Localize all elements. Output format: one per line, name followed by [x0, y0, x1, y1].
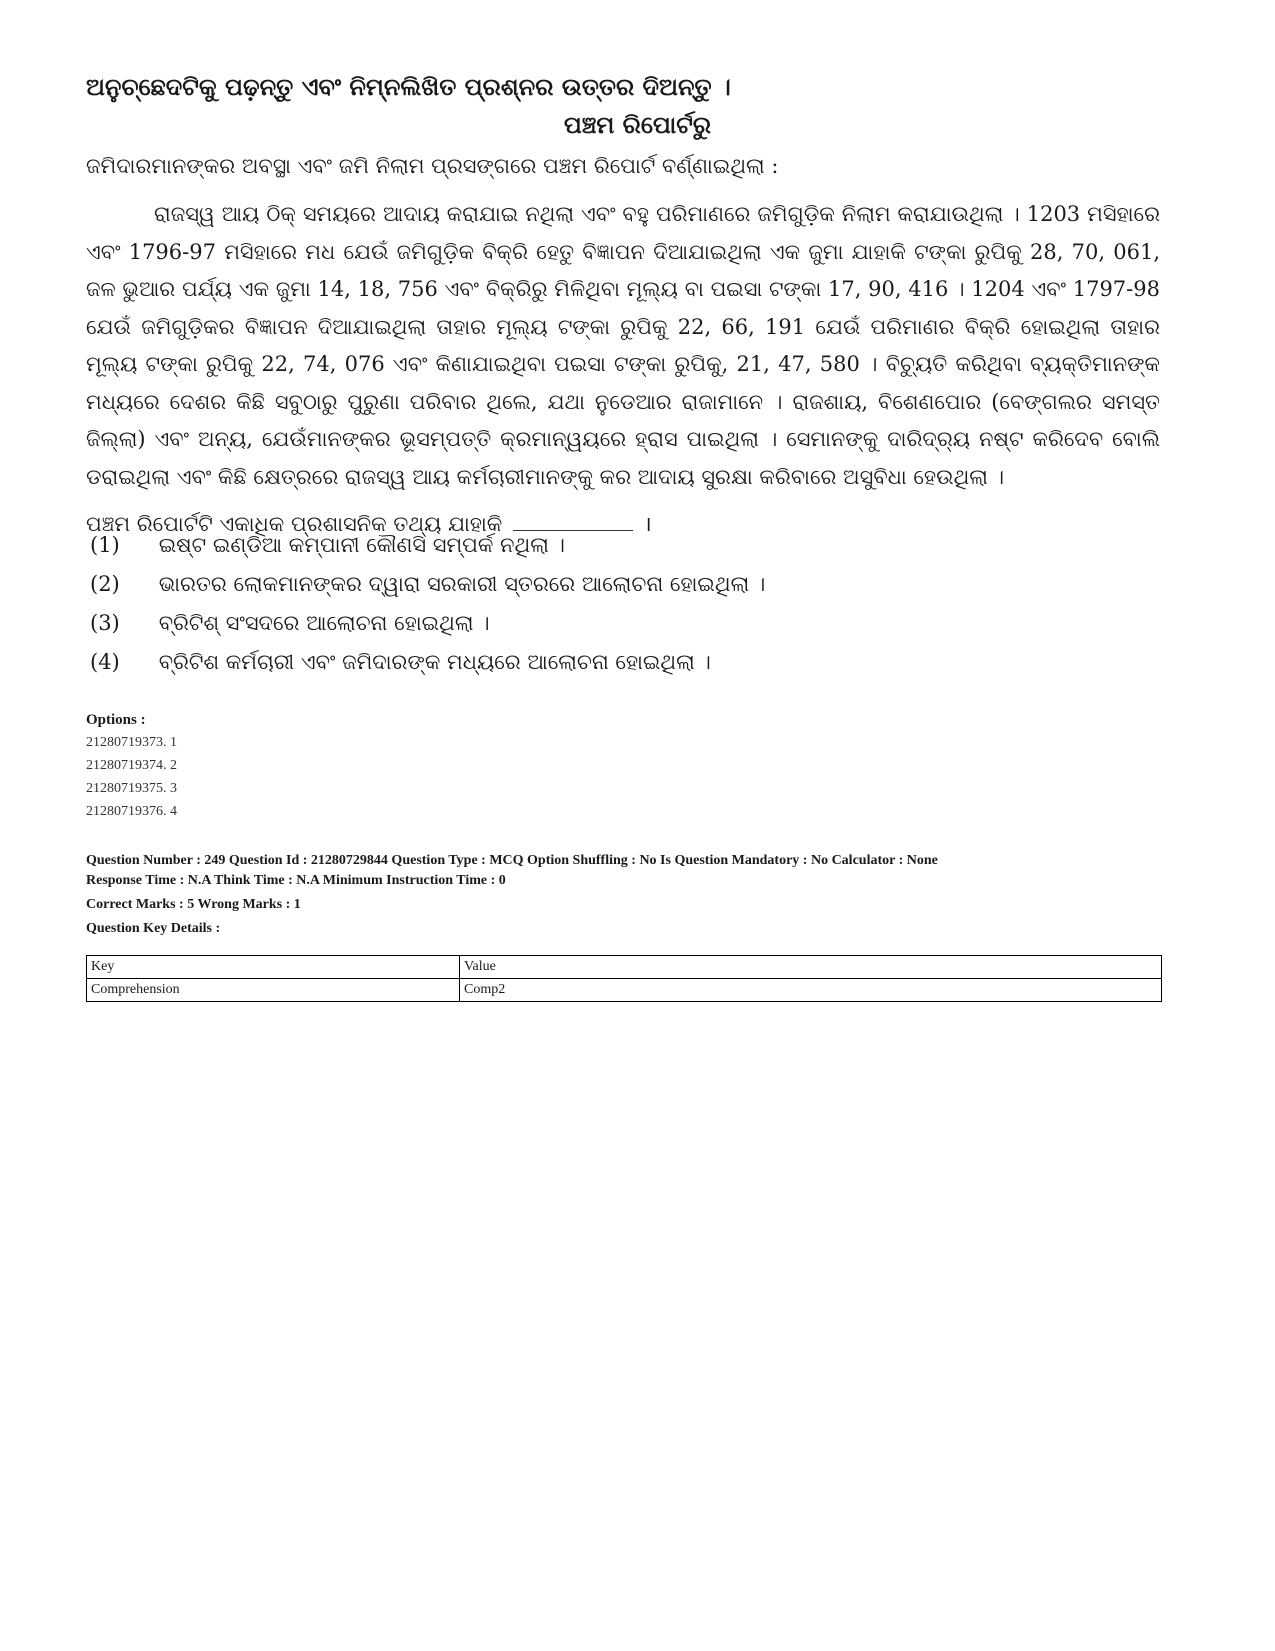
question-meta-line-1: Question Number : 249 Question Id : 21280729844 Question Type : MCQ Option Shuffling : No Is Question Mandatory : No Calculator : None: [86, 853, 938, 868]
choice-text: ଭାରତର ଲୋକମାନଙ୍କର ଦ୍ୱାରା ସରକାରୀ ସ୍ତରରେ ଆଲୋଚନା ହୋଇଥିଲା ।: [158, 572, 766, 596]
choice-text: ବ୍ରିଟିଶ କର୍ମଚାରୀ ଏବଂ ଜମିଦାରଙ୍କ ମଧ୍ୟରେ ଆଲୋଚନା ହୋଇଥିଲା ।: [158, 650, 711, 674]
key-details-table: [86, 955, 1162, 1002]
instruction-heading: ଅନୁଚ୍ଛେଦଟିକୁ ପଢ଼ନ୍ତୁ ଏବଂ ନିମ୍ନଲିଖିତ ପ୍ରଶ୍ନର ଉତ୍ତର ଦିଅନ୍ତୁ ।: [86, 72, 731, 101]
choice-number: (4): [90, 650, 120, 674]
choice-1[interactable]: [90, 533, 1190, 558]
passage-title: ପଞ୍ଚମ ରିପୋର୍ଟରୁ: [563, 110, 712, 139]
question-stem-text: ପଞ୍ଚମ ରିପୋର୍ଟଟି ଏକାଧିକ ପ୍ରଶାସନିକ ତଥ୍ୟ ଯାହାକି: [86, 512, 503, 536]
option-id: 21280719375. 3: [86, 781, 177, 796]
option-id: 21280719374. 2: [86, 758, 177, 773]
answer-blank: [513, 510, 633, 531]
option-id: 21280719373. 1: [86, 735, 177, 750]
question-meta-line-2: Response Time : N.A Think Time : N.A Minimum Instruction Time : 0: [86, 873, 506, 888]
choice-number: (1): [90, 533, 120, 557]
passage-intro: ଜମିଦାରମାନଙ୍କର ଅବସ୍ଥା ଏବଂ ଜମି ନିଲାମ ପ୍ରସଙ୍ଗରେ ପଞ୍ଚମ ରିପୋର୍ଟ ବର୍ଣ୍ଣାଇଥିଲା :: [86, 154, 779, 178]
choice-4[interactable]: [90, 650, 1190, 675]
choice-text: ବ୍ରିଟିଶ୍ ସଂସଦରେ ଆଲୋଚନା ହୋଇଥିଲା ।: [158, 611, 490, 635]
options-label: Options :: [86, 712, 146, 728]
header-value: Value: [460, 956, 1162, 979]
choice-number: (2): [90, 572, 120, 596]
passage-body: ରାଜସ୍ୱ ଆୟ ଠିକ୍ ସମୟରେ ଆଦାୟ କରାଯାଇ ନଥିଲା ଏବଂ ବହୁ ପରିମାଣରେ ଜମିଗୁଡ଼ିକ ନିଲାମ କରାଯାଉଥିଲା । 1203 ମସିହାରେ ଏବଂ 1796-97 ମସିହାରେ ମଧ ଯେଉଁ ଜମିଗୁଡ଼ିକ ବିକ୍ରି ହେତୁ ବିଜ୍ଞାପନ ଦିଆଯାଇଥିଲା ଏକ ଜୁମା ଯାହାକି ଟଙ୍କା ରୁପିକୁ 28, 70, 061, ଜଳ ଭୁଆର ପର୍ଯ୍ୟ ଏକ ଜୁମା 14, 18, 756 ଏବଂ ବିକ୍ରିରୁ ମିଳିଥିବା ମୂଲ୍ୟ ବା ପଇସା ଟଙ୍କା 17, 90, 416 । 1204 ଏବଂ 1797-98 ଯେଉଁ ଜମିଗୁଡ଼ିକର ବିଜ୍ଞାପନ ଦିଆଯାଇଥିଲା ତାହାର ମୂଲ୍ୟ ଟଙ୍କା ରୁପିକୁ 22, 66, 191 ଯେଉଁ ପରିମାଣର ବିକ୍ରି ହୋଇଥିଲା ତାହାର ମୂଲ୍ୟ ଟଙ୍କା ରୁପିକୁ 22, 74, 076 ଏବଂ କିଣାଯାଇଥିବା ପଇସା ଟଙ୍କା ରୁପିକୁ, 21, 47, 580 । ବିଚ୍ୟୁତି କରିଥିବା ବ୍ୟକ୍ତିମାନଙ୍କ ମଧ୍ୟରେ ଦେଶର କିଛି ସବୁଠାରୁ ପୁରୁଣା ପରିବାର ଥିଲେ, ଯଥା ନୁଡେଆର ରାଜାମାନେ । ରାଜଶାୟ, ବିଶେଣପୋର (ବେଙ୍ଗଲର ସମସ୍ତ ଜିଲ୍ଲା) ଏବଂ ଅନ୍ୟ, ଯେଉଁମାନଙ୍କର ଭୂସମ୍ପତ୍ତି କ୍ରମାନ୍ୱୟରେ ହ୍ରାସ ପାଇଥିଲା । ସେମାନଙ୍କୁ ଦାରିଦ୍ର୍ୟ ନଷ୍ଟ କରିଦେବ ବୋଲି ଡରାଇଥିଲା ଏବଂ କିଛି କ୍ଷେତ୍ରରେ ରାଜସ୍ୱ ଆୟ କର୍ମଚାରୀମାନଙ୍କୁ କର ଆଦାୟ ସୁରକ୍ଷା କରିବାରେ ଅସୁବିଧା ହେଉଥିଲା ।: [86, 202, 1160, 489]
choice-number: (3): [90, 611, 120, 635]
key-details-label: Question Key Details :: [86, 921, 221, 936]
question-stem-end: ।: [643, 512, 652, 536]
table-header-row: [87, 956, 1162, 979]
header-key: Key: [87, 956, 460, 979]
marks-info: Correct Marks : 5 Wrong Marks : 1: [86, 897, 301, 912]
table-row: [87, 979, 1162, 1002]
choice-2[interactable]: [90, 572, 1190, 597]
cell-value: Comp2: [460, 979, 1162, 1002]
option-id: 21280719376. 4: [86, 804, 177, 819]
choice-text: ଇଷ୍ଟ ଇଣ୍ଡିଆ କମ୍ପାନୀ କୌଣସି ସମ୍ପର୍କ ନଥିଲା ।: [158, 533, 565, 557]
choice-3[interactable]: [90, 611, 1190, 636]
cell-key: Comprehension: [87, 979, 460, 1002]
